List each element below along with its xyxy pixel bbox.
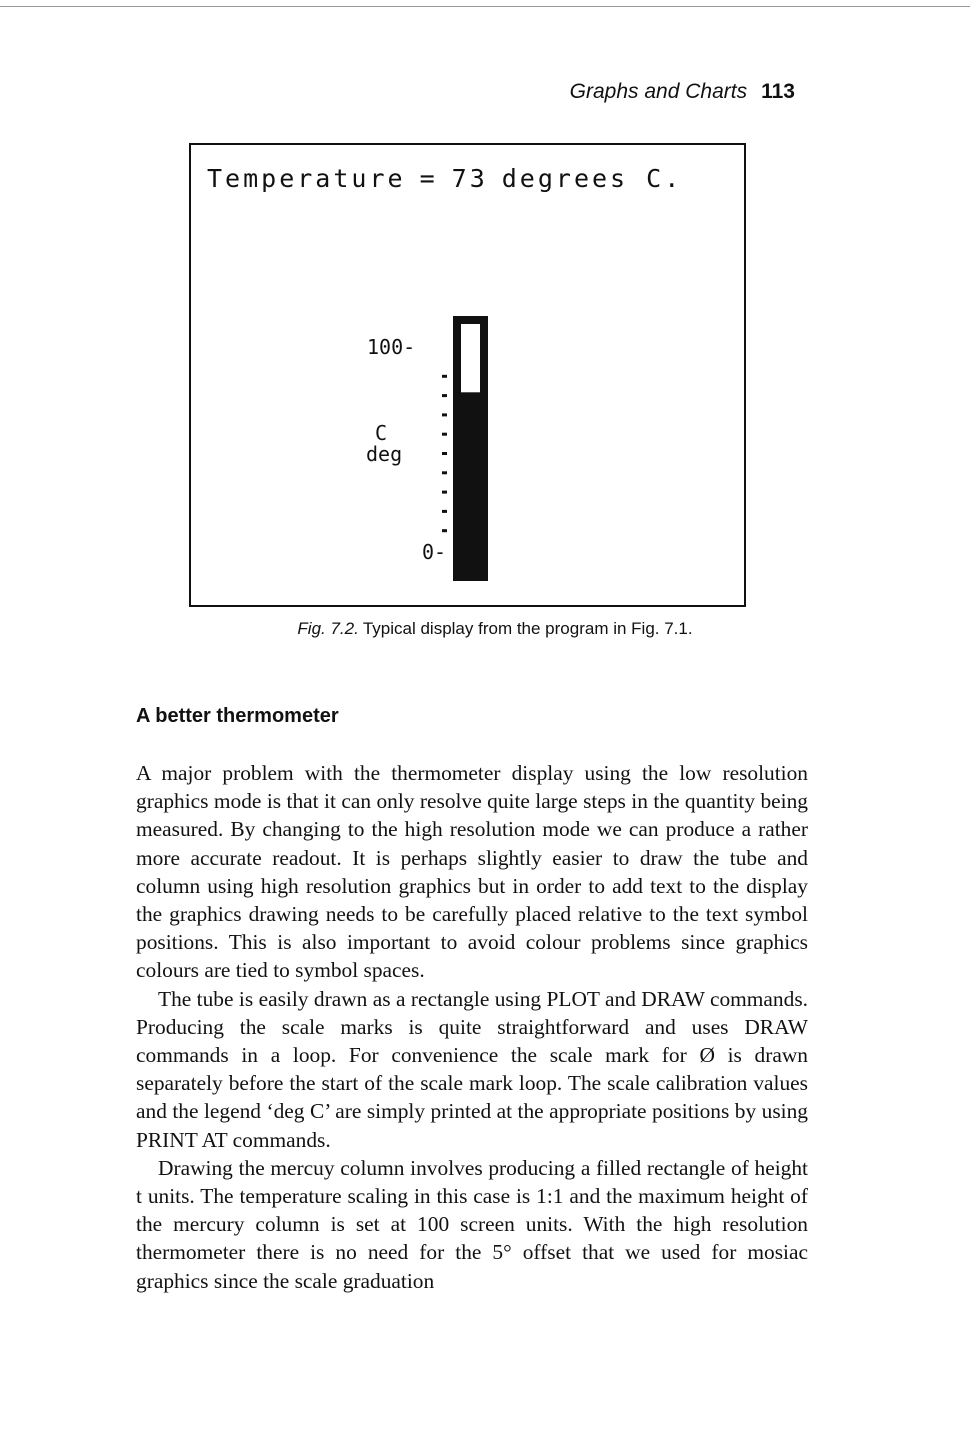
thermometer-graphic	[191, 145, 744, 605]
mercury-column	[457, 392, 484, 577]
figure-caption	[0, 619, 970, 639]
caption-text: Typical display from the program in Fig. 7.1.	[362, 619, 693, 638]
figure-screen-display	[189, 143, 746, 607]
running-head	[570, 80, 795, 104]
scale-tick	[442, 471, 447, 474]
legend-unit-deg: deg	[366, 442, 403, 466]
top-rule	[0, 6, 970, 7]
scale-tick	[442, 394, 447, 397]
scale-tick	[442, 433, 447, 436]
caption-label: Fig. 7.2.	[297, 619, 359, 638]
body-text	[136, 759, 808, 1295]
readout-equals: =	[419, 164, 438, 193]
page-number: 113	[761, 80, 795, 103]
readout-value: 73	[451, 164, 488, 193]
scale-tick	[442, 413, 447, 416]
scale-tick	[442, 452, 447, 455]
section-heading: A better thermometer	[136, 705, 339, 727]
scale-tick	[442, 375, 447, 378]
paragraph-2: The tube is easily drawn as a rectangle using PLOT and DRAW commands. Producing the scale marks is quite straightforward and uses DRAW commands in a loop. For convenience the scale mark for Ø is drawn separately before the start of the scale mark loop. The scale calibration values and the legend ‘deg C’ are simply printed at the appropriate positions by using PRINT AT commands.	[136, 986, 808, 1152]
legend-unit-c: C	[375, 421, 388, 445]
scale-tick	[442, 510, 447, 513]
paragraph-1: A major problem with the thermometer display using the low resolution graphics mode is that it can only resolve quite large steps in the quantity being measured. By changing to the high resolution mode we can produce a rather more accurate readout. It is perhaps slightly easier to draw the tube and column using high resolution graphics but in order to add text to the display the graphics drawing needs to be carefully placed relative to the text symbol positions. This is also important to avoid colour problems since graphics colours are tied to symbol spaces.	[136, 761, 808, 983]
scale-bottom-label: 0-	[422, 540, 447, 564]
paragraph-3: Drawing the mercuy column involves producing a filled rectangle of height t units. The temperature scaling in this case is 1:1 and the maximum height of the mercury column is set at 100 screen units. With the high resolution thermometer there is no need for the 5° offset that we used for mosiac graphics since the scale graduation	[136, 1155, 808, 1293]
scale-tick	[442, 491, 447, 494]
scale-tick	[442, 529, 447, 532]
readout-unit: degrees C.	[501, 164, 683, 193]
running-head-title: Graphs and Charts	[569, 80, 748, 103]
scale-ticks	[442, 375, 447, 532]
readout-label: Temperature	[207, 164, 406, 193]
scale-top-label: 100-	[367, 335, 416, 359]
